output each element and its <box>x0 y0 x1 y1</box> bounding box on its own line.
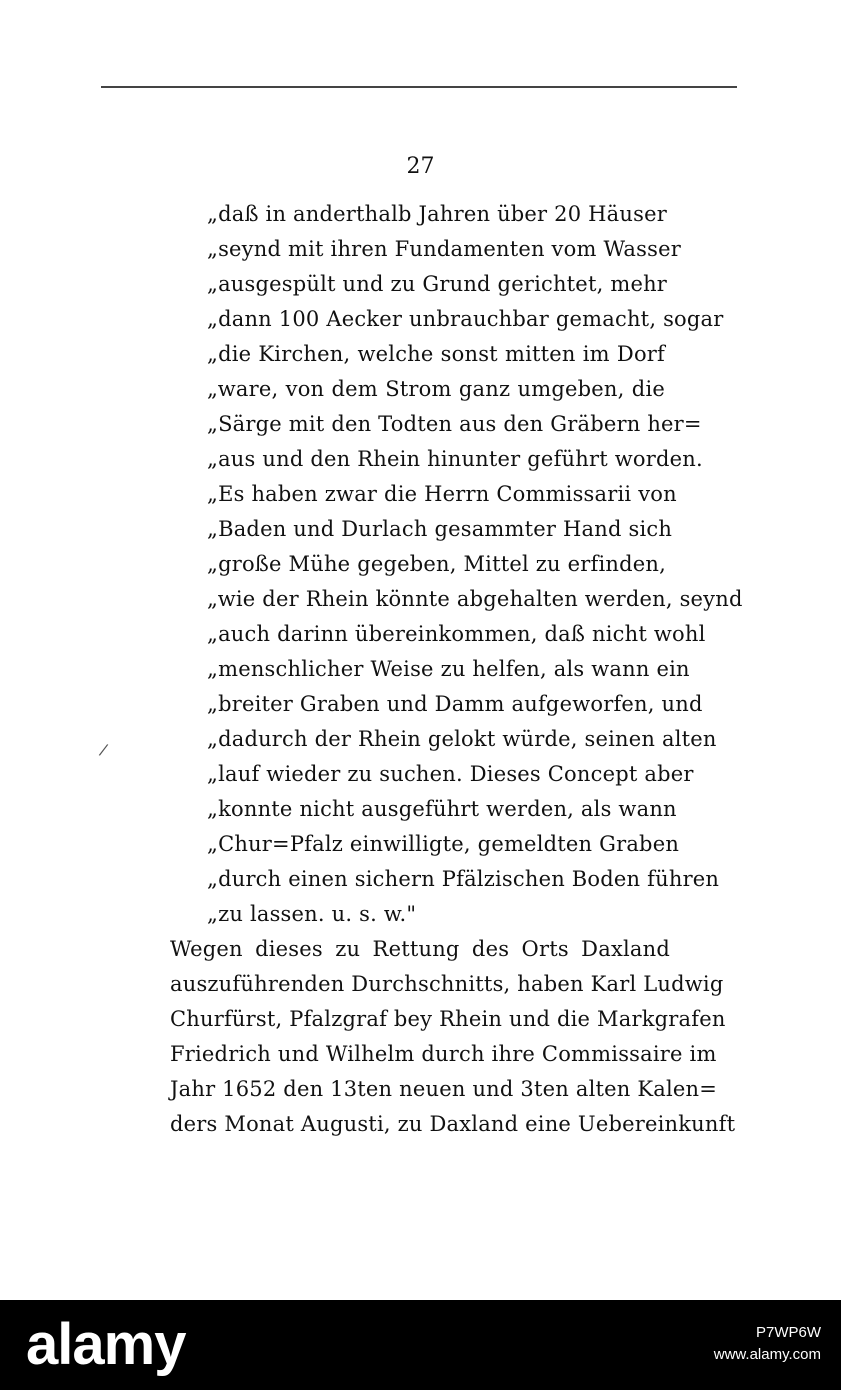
paragraph-line: Jahr 1652 den 13ten neuen und 3ten alten Kalen= <box>170 1077 718 1101</box>
page-number: 27 <box>406 154 435 179</box>
quote-line: „seynd mit ihren Fundamenten vom Wasser <box>207 237 681 261</box>
top-rule <box>101 86 737 88</box>
quote-line: „lauf wieder zu suchen. Dieses Concept aber <box>207 762 694 786</box>
quote-line: „Baden und Durlach gesammter Hand sich <box>207 517 673 541</box>
paragraph-line: ders Monat Augusti, zu Daxland eine Uebereinkunft <box>170 1112 736 1136</box>
paragraph-line: Friedrich und Wilhelm durch ihre Commissaire im <box>170 1042 717 1066</box>
quote-line: „die Kirchen, welche sonst mitten im Dorf <box>207 342 665 366</box>
quote-line: „dadurch der Rhein gelokt würde, seinen alten <box>207 727 717 751</box>
quote-line: „dann 100 Aecker unbrauchbar gemacht, sogar <box>207 307 724 331</box>
quote-line: „Särge mit den Todten aus den Gräbern her= <box>207 412 702 436</box>
quote-line: „menschlicher Weise zu helfen, als wann ein <box>207 657 690 681</box>
quote-line: „Es haben zwar die Herrn Commissarii von <box>207 482 677 506</box>
watermark-banner <box>0 1300 841 1390</box>
quote-line: „durch einen sichern Pfälzischen Boden führen <box>207 867 720 891</box>
watermark-logo: alamy <box>26 1312 186 1377</box>
watermark-image-id: P7WP6W <box>755 1324 821 1341</box>
quote-line: „ausgespült und zu Grund gerichtet, mehr <box>207 272 668 296</box>
quote-line: „konnte nicht ausgeführt werden, als wann <box>207 797 677 821</box>
quote-line: „aus und den Rhein hinunter geführt worden. <box>207 447 703 471</box>
quote-line: „ware, von dem Strom ganz umgeben, die <box>207 377 665 401</box>
watermark-site: www.alamy.com <box>713 1346 821 1363</box>
quote-line: „Chur=Pfalz einwilligte, gemeldten Graben <box>207 832 680 856</box>
quote-line: „wie der Rhein könnte abgehalten werden, seynd <box>207 587 743 611</box>
paragraph-line: Wegen dieses zu Rettung des Orts Daxland <box>170 937 670 961</box>
quote-line: „auch darinn übereinkommen, daß nicht wohl <box>207 622 706 646</box>
quote-line: „große Mühe gegeben, Mittel zu erfinden, <box>207 552 667 576</box>
stray-mark: / <box>97 739 110 760</box>
paragraph-line: Churfürst, Pfalzgraf bey Rhein und die Markgrafen <box>170 1007 726 1031</box>
quote-line: „daß in anderthalb Jahren über 20 Häuser <box>207 202 667 226</box>
quote-line: „breiter Graben und Damm aufgeworfen, und <box>207 692 703 716</box>
quote-line: „zu lassen. u. s. w." <box>207 902 417 926</box>
paragraph-line: auszuführenden Durchschnitts, haben Karl Ludwig <box>170 972 724 996</box>
watermark-info <box>714 1322 821 1366</box>
